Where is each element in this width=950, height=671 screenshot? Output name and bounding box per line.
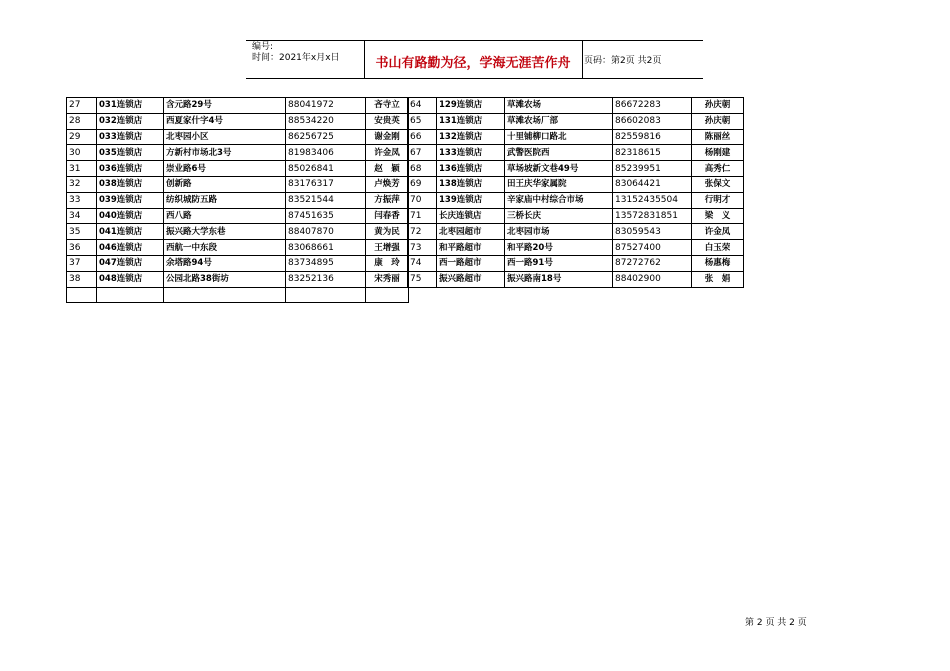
address-cell: 含元路29号 (164, 98, 286, 114)
row-number-cell: 64 (408, 98, 437, 114)
phone-cell: 87527400 (613, 240, 692, 256)
contact-cell: 吝寺立 (366, 98, 409, 114)
contact-cell: 高秀仁 (692, 161, 744, 177)
address-cell: 武警医院西 (505, 145, 613, 161)
address-cell: 公园北路38街坊 (164, 271, 286, 287)
address-cell: 十里铺柳口路北 (505, 129, 613, 145)
store-name-cell: 132连锁店 (437, 129, 505, 145)
store-name-cell: 振兴路超市 (437, 271, 505, 287)
phone-cell: 87451635 (286, 208, 366, 224)
store-name-cell: 032连锁店 (97, 113, 164, 129)
contact-cell: 黄为民 (366, 224, 409, 240)
header-page-number: 页码：第2页 共2页 (584, 56, 662, 66)
row-number-cell: 27 (67, 98, 97, 114)
contact-cell: 梁 义 (692, 208, 744, 224)
contact-cell: 卢焕芳 (366, 176, 409, 192)
store-name-cell (97, 287, 164, 303)
address-cell: 和平路20号 (505, 240, 613, 256)
phone-cell: 88534220 (286, 113, 366, 129)
row-number-cell: 37 (67, 255, 97, 271)
row-number-cell: 65 (408, 113, 437, 129)
row-number-cell: 31 (67, 161, 97, 177)
table-row (67, 98, 409, 114)
row-number-cell: 28 (67, 113, 97, 129)
table-row (67, 224, 409, 240)
phone-cell: 83734895 (286, 255, 366, 271)
store-name-cell: 039连锁店 (97, 192, 164, 208)
phone-cell: 87272762 (613, 255, 692, 271)
table-row (67, 287, 409, 303)
address-cell: 北枣园市场 (505, 224, 613, 240)
row-number-cell: 73 (408, 240, 437, 256)
store-name-cell: 031连锁店 (97, 98, 164, 114)
table-row (67, 208, 409, 224)
contact-cell: 康 玲 (366, 255, 409, 271)
address-cell: 北枣园小区 (164, 129, 286, 145)
phone-cell: 86256725 (286, 129, 366, 145)
table-row (408, 208, 744, 224)
phone-cell: 83059543 (613, 224, 692, 240)
phone-cell: 83068661 (286, 240, 366, 256)
header-top-rule (246, 40, 703, 41)
address-cell: 振兴路大学东巷 (164, 224, 286, 240)
phone-cell: 83064421 (613, 176, 692, 192)
serial-label: 编号: (252, 42, 274, 52)
phone-cell: 81983406 (286, 145, 366, 161)
address-cell: 西一路91号 (505, 255, 613, 271)
phone-cell: 88407870 (286, 224, 366, 240)
phone-cell: 88402900 (613, 271, 692, 287)
contact-cell: 白玉荣 (692, 240, 744, 256)
table-row (408, 224, 744, 240)
phone-cell: 13152435504 (613, 192, 692, 208)
table-row (67, 271, 409, 287)
store-name-cell: 北枣园超市 (437, 224, 505, 240)
address-cell (164, 287, 286, 303)
address-cell: 草滩农场厂部 (505, 113, 613, 129)
address-cell: 创新路 (164, 176, 286, 192)
phone-cell: 85026841 (286, 161, 366, 177)
contact-cell: 张 娟 (692, 271, 744, 287)
address-cell: 辛家庙中村综合市场 (505, 192, 613, 208)
row-number-cell: 33 (67, 192, 97, 208)
address-cell: 振兴路南18号 (505, 271, 613, 287)
contact-cell: 赵 颖 (366, 161, 409, 177)
row-number-cell: 74 (408, 255, 437, 271)
store-name-cell: 和平路超市 (437, 240, 505, 256)
table-row (67, 145, 409, 161)
address-cell: 草滩农场 (505, 98, 613, 114)
store-table-left (66, 97, 409, 303)
contact-cell (366, 287, 409, 303)
row-number-cell: 72 (408, 224, 437, 240)
row-number-cell: 34 (67, 208, 97, 224)
phone-cell: 83252136 (286, 271, 366, 287)
phone-cell: 13572831851 (613, 208, 692, 224)
footer-page-number: 第 2 页 共 2 页 (745, 618, 807, 628)
phone-cell: 83521544 (286, 192, 366, 208)
row-number-cell: 35 (67, 224, 97, 240)
store-name-cell: 038连锁店 (97, 176, 164, 192)
contact-cell: 张保文 (692, 176, 744, 192)
contact-cell: 许金凤 (366, 145, 409, 161)
contact-cell: 闫春香 (366, 208, 409, 224)
address-cell: 西航一中东段 (164, 240, 286, 256)
store-name-cell: 048连锁店 (97, 271, 164, 287)
row-number-cell: 30 (67, 145, 97, 161)
table-row (408, 161, 744, 177)
store-name-cell: 033连锁店 (97, 129, 164, 145)
store-name-cell: 040连锁店 (97, 208, 164, 224)
store-name-cell: 长庆连锁店 (437, 208, 505, 224)
table-row (67, 192, 409, 208)
row-number-cell: 36 (67, 240, 97, 256)
address-cell: 西夏家什字4号 (164, 113, 286, 129)
contact-cell: 方振萍 (366, 192, 409, 208)
table-row (408, 240, 744, 256)
phone-cell: 85239951 (613, 161, 692, 177)
contact-cell: 谢金刚 (366, 129, 409, 145)
row-number-cell: 38 (67, 271, 97, 287)
store-name-cell: 046连锁店 (97, 240, 164, 256)
row-number-cell: 32 (67, 176, 97, 192)
phone-cell: 82318615 (613, 145, 692, 161)
store-name-cell: 139连锁店 (437, 192, 505, 208)
table-row (67, 161, 409, 177)
store-name-cell: 047连锁店 (97, 255, 164, 271)
phone-cell: 82559816 (613, 129, 692, 145)
contact-cell: 许金凤 (692, 224, 744, 240)
store-name-cell: 131连锁店 (437, 113, 505, 129)
table-row (408, 113, 744, 129)
contact-cell: 安贵英 (366, 113, 409, 129)
row-number-cell: 71 (408, 208, 437, 224)
phone-cell: 83176317 (286, 176, 366, 192)
store-name-cell: 035连锁店 (97, 145, 164, 161)
store-name-cell: 129连锁店 (437, 98, 505, 114)
row-number-cell: 66 (408, 129, 437, 145)
contact-cell: 行明才 (692, 192, 744, 208)
table-row (408, 255, 744, 271)
table-row (408, 129, 744, 145)
store-name-cell: 136连锁店 (437, 161, 505, 177)
store-name-cell: 西一路超市 (437, 255, 505, 271)
table-row (67, 113, 409, 129)
contact-cell: 杨惠梅 (692, 255, 744, 271)
contact-cell: 孙庆朝 (692, 113, 744, 129)
header-motto: 书山有路勤为径，学海无涯苦作舟 (375, 56, 571, 71)
page-header (246, 40, 703, 79)
address-cell: 三桥长庆 (505, 208, 613, 224)
time-label: 时间：2021年x月x日 (252, 53, 340, 63)
table-row (67, 255, 409, 271)
store-name-cell: 138连锁店 (437, 176, 505, 192)
table-row (408, 145, 744, 161)
header-divider (582, 40, 583, 79)
address-cell: 田王庆华家属院 (505, 176, 613, 192)
store-name-cell: 041连锁店 (97, 224, 164, 240)
address-cell: 西八路 (164, 208, 286, 224)
table-row (67, 129, 409, 145)
address-cell: 方新村市场北3号 (164, 145, 286, 161)
store-name-cell: 133连锁店 (437, 145, 505, 161)
table-row (408, 192, 744, 208)
row-number-cell: 68 (408, 161, 437, 177)
table-row (408, 98, 744, 114)
row-number-cell: 67 (408, 145, 437, 161)
phone-cell: 86672283 (613, 98, 692, 114)
row-number-cell: 75 (408, 271, 437, 287)
address-cell: 草场坡新文巷49号 (505, 161, 613, 177)
contact-cell: 王增强 (366, 240, 409, 256)
address-cell: 崇业路6号 (164, 161, 286, 177)
table-row (67, 240, 409, 256)
store-table-right (407, 97, 744, 288)
phone-cell: 88041972 (286, 98, 366, 114)
table-row (408, 271, 744, 287)
row-number-cell: 29 (67, 129, 97, 145)
address-cell: 纺织城防五路 (164, 192, 286, 208)
row-number-cell (67, 287, 97, 303)
contact-cell: 杨刚建 (692, 145, 744, 161)
phone-cell: 86602083 (613, 113, 692, 129)
table-row (67, 176, 409, 192)
row-number-cell: 69 (408, 176, 437, 192)
header-bottom-rule (246, 78, 703, 79)
contact-cell: 陈丽丝 (692, 129, 744, 145)
address-cell: 余塔路94号 (164, 255, 286, 271)
row-number-cell: 70 (408, 192, 437, 208)
table-row (408, 176, 744, 192)
phone-cell (286, 287, 366, 303)
store-name-cell: 036连锁店 (97, 161, 164, 177)
contact-cell: 孙庆朝 (692, 98, 744, 114)
contact-cell: 宋秀丽 (366, 271, 409, 287)
